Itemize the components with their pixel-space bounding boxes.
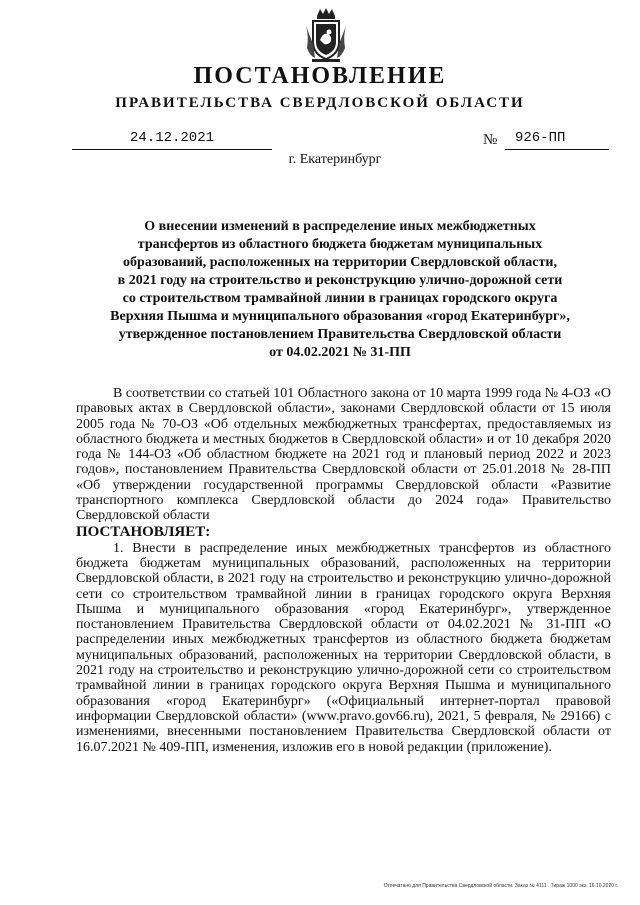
title-line: трансфертов из областного бюджета бюджетам муниципальных <box>137 237 543 252</box>
title-line: образований, расположенных на территории Свердловской области, <box>123 255 557 270</box>
item-1-paragraph: 1. Внести в распределение иных межбюджетных трансфертов из областного бюджета бюджетам муниципальных образований, расположенных на территории Свердловской области, в 2021 году на строительство и реконструкцию улично-дорожной сети со строительством трамвайной линии в границах городского округа Верхняя Пышма и муниципального образования «город Екатеринбург», утвержденное постановлением Правительства Свердловской области от 04.02.2021 № 31-ПП «О распределении иных межбюджетных трансфертов из областного бюджета бюджетам муниципальных образований, расположенных на территории Свердловской области, в 2021 году на строительство и реконструкцию улично-дорожной сети со строительством трамвайной линии в границах городского округа Верхняя Пышма и муниципального образования «город Екатеринбург» («Официальный интернет-портал правовой информации Свердловской области» (www.pravo.gov66.ru), 2021, 5 февраля, № 29166) с изменениями, внесенными постановлением Правительства Свердловской области от 16.07.2021 № 409-ПП, изменения, изложив его в новой редакции (приложение). <box>76 540 611 755</box>
coat-of-arms-icon <box>303 6 349 64</box>
document-city: г. Екатеринбург <box>288 152 382 167</box>
resolves-heading: ПОСТАНОВЛЯЕТ: <box>76 523 211 540</box>
title-line: от 04.02.2021 № 31-ПП <box>269 345 411 360</box>
number-sign: № <box>483 132 498 148</box>
preamble-paragraph: В соответствии со статьей 101 Областного закона от 10 марта 1999 года № 4-ОЗ «О правовых актах в Свердловской области», законами Свердловской области от 15 июля 2005 года № 70-ОЗ «Об отдельных межбюджетных трансфертах, предоставляемых из областного бюджета и местных бюджетов в Свердловской области» и от 10 декабря 2020 года № 144-ОЗ «Об областном бюджете на 2021 год и плановый период 2022 и 2023 годов», постановлением Правительства Свердловской области от 25.01.2018 № 28-ПП «Об утверждении государственной программы Свердловской области «Развитие транспортного комплекса Свердловской области до 2024 года» Правительство Свердловской области <box>76 386 611 524</box>
title-line: утвержденное постановлением Правительства Свердловской области <box>118 327 562 342</box>
title-line: Верхняя Пышма и муниципального образования «город Екатеринбург», <box>110 309 570 324</box>
document-body <box>76 386 611 755</box>
issuing-organization: ПРАВИТЕЛЬСТВА СВЕРДЛОВСКОЙ ОБЛАСТИ <box>115 95 525 111</box>
title-line: в 2021 году на строительство и реконструкцию улично-дорожной сети <box>117 273 563 288</box>
document-number: 926-ПП <box>505 129 609 150</box>
title-line: со строительством трамвайной линии в границах городского округа <box>122 291 558 306</box>
print-footer-note: Отпечатано для Правительства Свердловской области. Заказ № 4111 . Тираж 1000 экз. 16.10.2020 г. <box>383 883 618 889</box>
document-type-heading: ПОСТАНОВЛЕНИЕ <box>193 63 447 89</box>
document-title <box>70 218 610 362</box>
document-date: 24.12.2021 <box>72 129 272 150</box>
title-line: О внесении изменений в распределение иных межбюджетных <box>144 219 536 234</box>
